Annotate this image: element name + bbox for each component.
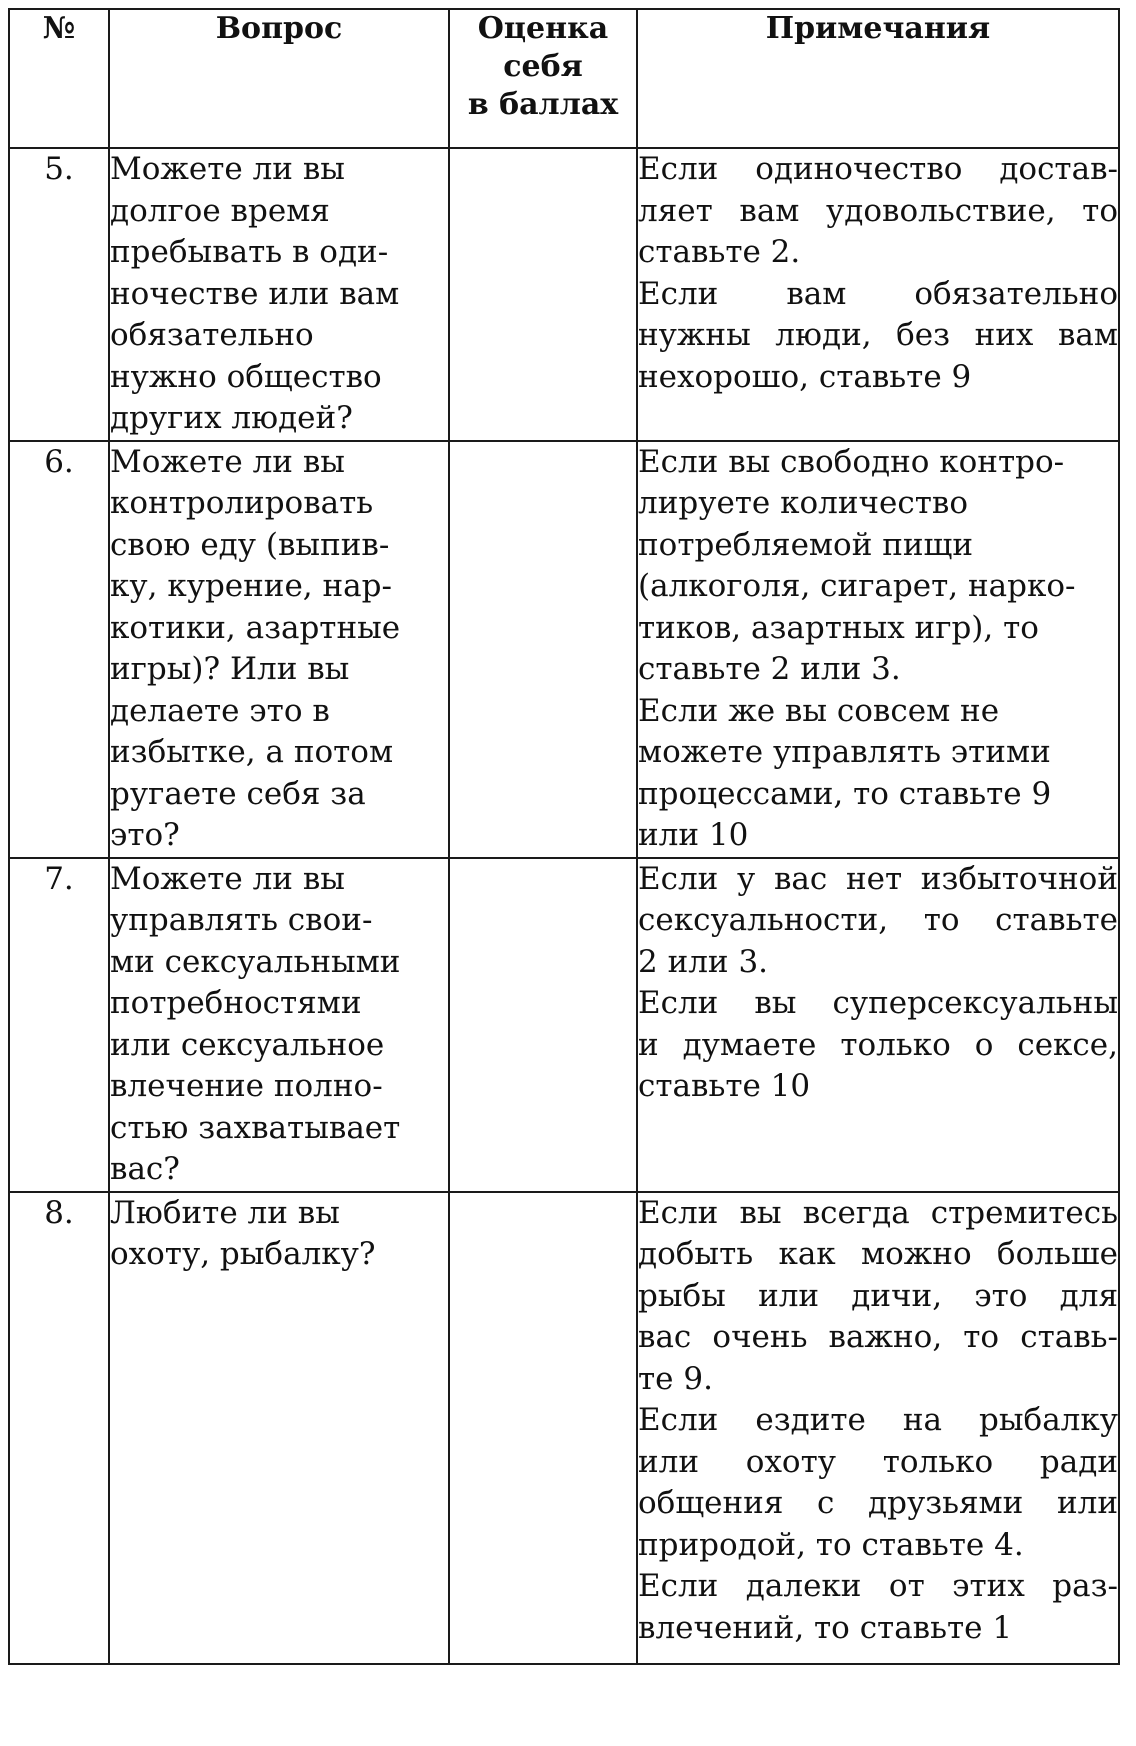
score-cell[interactable]: [449, 441, 637, 858]
text-line: Если одиночество достав-: [638, 151, 1118, 187]
header-question: Вопрос: [109, 9, 449, 148]
row-number: 5.: [9, 148, 109, 441]
text-line: потребляемой пищи: [638, 526, 974, 563]
text-line: и думаете только о сексе,: [638, 1026, 1118, 1063]
text-line: делаете это в: [110, 692, 330, 729]
text-line: Если же вы совсем не: [638, 692, 1000, 729]
question-cell: [109, 148, 449, 441]
notes-cell: [637, 1192, 1119, 1664]
text-line: контролировать: [110, 485, 374, 521]
text-line: это?: [110, 817, 180, 853]
text-line: Если вы всегда стремитесь: [638, 1194, 1118, 1231]
text-line: общения с друзьями или: [638, 1485, 1118, 1521]
text-line: нужно общество: [110, 358, 382, 395]
text-line: игры)? Или вы: [110, 651, 350, 687]
text-line: Если вы суперсексуальны: [638, 985, 1118, 1021]
row-number: 8.: [9, 1192, 109, 1664]
text-line: вас?: [110, 1151, 180, 1187]
text-line: ляет вам удовольствие, то: [638, 192, 1118, 229]
text-line: свою еду (выпив-: [110, 526, 390, 563]
text-line: можете управлять этими: [638, 734, 1051, 770]
text-line: котики, азартные: [110, 609, 401, 646]
text-line: нужны люди, без них вам: [638, 317, 1118, 353]
text-line: Можете ли вы: [110, 151, 345, 187]
text-line: Если ездите на рыбалку: [638, 1402, 1118, 1438]
text-line: лируете количество: [638, 485, 968, 521]
row-number: 7.: [9, 858, 109, 1192]
text-line: Можете ли вы: [110, 860, 345, 897]
text-line: стью захватывает: [110, 1109, 401, 1146]
text-line: 2 или 3.: [638, 943, 769, 980]
text-line: Можете ли вы: [110, 443, 345, 480]
table-row: [9, 148, 1119, 441]
header-score-line: Оценка: [477, 11, 609, 46]
text-line: ночестве или вам: [110, 275, 400, 312]
text-line: обязательно: [110, 317, 314, 353]
text-line: или сексуальное: [110, 1026, 385, 1063]
text-line: (алкоголя, сигарет, нарко-: [638, 568, 1076, 604]
text-line: управлять свои-: [110, 902, 373, 938]
text-line: ставьте 2 или 3.: [638, 651, 901, 687]
text-line: те 9.: [638, 1360, 713, 1397]
text-line: тиков, азартных игр), то: [638, 609, 1039, 646]
text-line: Если вы свободно контро-: [638, 443, 1065, 480]
notes-cell: [637, 441, 1119, 858]
header-score: [449, 9, 637, 148]
text-line: или охоту только ради: [638, 1443, 1118, 1480]
header-number: №: [9, 9, 109, 148]
text-line: рыбы или дичи, это для: [638, 1277, 1118, 1314]
text-line: потребностями: [110, 985, 362, 1021]
text-line: ку, курение, нар-: [110, 568, 392, 604]
text-line: ставьте 2.: [638, 234, 801, 270]
text-line: избытке, а потом: [110, 734, 394, 770]
text-line: влечений, то ставьте 1: [638, 1609, 1013, 1646]
score-cell[interactable]: [449, 1192, 637, 1664]
self-assessment-table: [8, 8, 1120, 1665]
text-line: Если далеки от этих раз-: [638, 1568, 1118, 1604]
notes-cell: [637, 858, 1119, 1192]
score-cell[interactable]: [449, 148, 637, 441]
header-row: [9, 9, 1119, 148]
text-line: Если у вас нет избыточной: [638, 860, 1118, 897]
text-line: других людей?: [110, 400, 353, 436]
table-row: [9, 858, 1119, 1192]
text-line: пребывать в оди-: [110, 234, 389, 270]
text-line: процессами, то ставьте 9: [638, 775, 1052, 812]
text-line: ставьте 10: [638, 1068, 811, 1104]
header-score-line: в баллах: [467, 87, 619, 122]
question-cell: [109, 1192, 449, 1664]
text-line: природой, то ставьте 4.: [638, 1526, 1024, 1563]
header-score-line: себя: [503, 49, 583, 84]
text-line: вас очень важно, то ставь-: [638, 1319, 1118, 1355]
score-cell[interactable]: [449, 858, 637, 1192]
question-cell: [109, 858, 449, 1192]
text-line: ругаете себя за: [110, 775, 366, 812]
text-line: ми сексуальными: [110, 943, 401, 980]
text-line: Если вам обязательно: [638, 275, 1118, 312]
text-line: добыть как можно больше: [638, 1236, 1118, 1272]
text-line: сексуальности, то ставьте: [638, 902, 1118, 938]
text-line: влечение полно-: [110, 1068, 383, 1104]
table-row: [9, 1192, 1119, 1664]
text-line: Любите ли вы: [110, 1194, 340, 1231]
text-line: или 10: [638, 817, 749, 853]
text-line: нехорошо, ставьте 9: [638, 358, 972, 395]
row-number: 6.: [9, 441, 109, 858]
text-line: охоту, рыбалку?: [110, 1236, 376, 1272]
question-cell: [109, 441, 449, 858]
table-row: [9, 441, 1119, 858]
notes-cell: [637, 148, 1119, 441]
text-line: долгое время: [110, 192, 330, 229]
header-notes: Примечания: [637, 9, 1119, 148]
